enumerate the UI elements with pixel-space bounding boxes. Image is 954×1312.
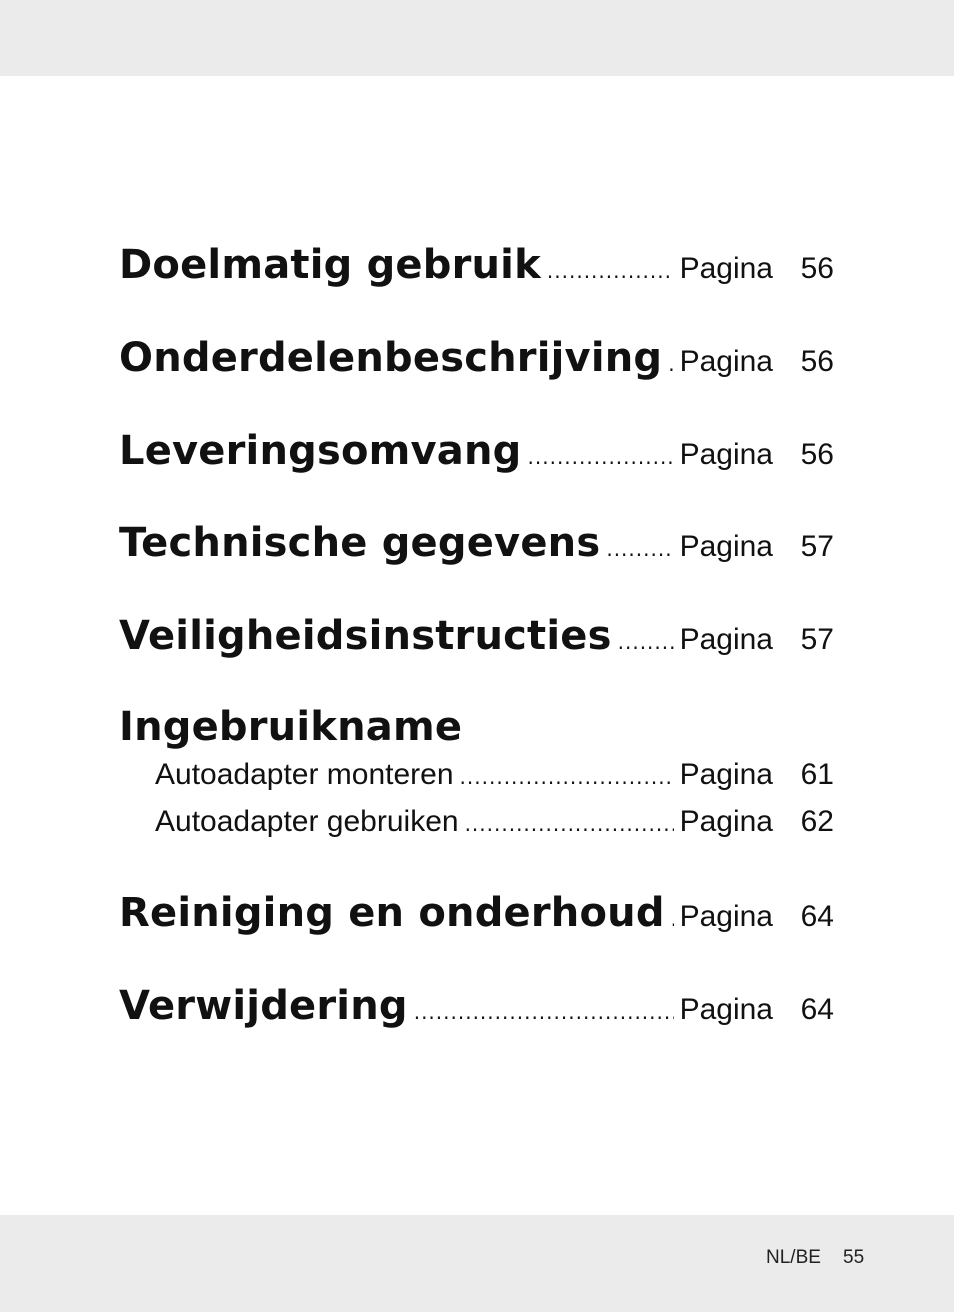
page-label: Pagina [679, 900, 773, 933]
page-number: 56 [800, 345, 834, 378]
page-label: Pagina [679, 758, 773, 791]
page-number: 57 [800, 623, 834, 656]
dot-leader [465, 812, 674, 836]
toc-entry-title: Reiniging en onderhoud [119, 890, 665, 936]
footer-page-number: 55 [843, 1247, 865, 1268]
page-number: 64 [800, 993, 834, 1026]
toc-subentry-autoadapter-gebruiken[interactable] [155, 805, 834, 839]
page-label: Pagina [679, 252, 773, 285]
dot-leader [671, 907, 674, 931]
page-number: 56 [800, 438, 834, 471]
top-band [0, 0, 954, 76]
dot-leader [668, 352, 673, 376]
dot-leader [606, 537, 673, 561]
toc-subentry-title: Autoadapter monteren [155, 758, 454, 791]
page-number: 57 [800, 530, 834, 563]
toc-entry-onderdelenbeschrijving[interactable] [119, 335, 834, 381]
page-number: 56 [800, 252, 834, 285]
page-number: 61 [800, 758, 834, 791]
toc-entry-title: Doelmatig gebruik [119, 242, 541, 288]
toc-entry-title: Veiligheidsinstructies [119, 613, 612, 659]
toc-section-ingebruikname[interactable]: Ingebruikname [119, 704, 463, 750]
toc-entry-title: Leveringsomvang [119, 428, 522, 474]
dot-leader [414, 1000, 674, 1024]
page-label: Pagina [679, 805, 773, 838]
toc-entry-doelmatig-gebruik[interactable] [119, 242, 834, 288]
dot-leader [528, 445, 674, 469]
page-number: 62 [800, 805, 834, 838]
page-label: Pagina [679, 993, 773, 1026]
toc-entry-reiniging-en-onderhoud[interactable] [119, 890, 834, 936]
page-label: Pagina [679, 438, 773, 471]
dot-leader [460, 765, 674, 789]
dot-leader [618, 630, 674, 654]
toc-entry-verwijdering[interactable] [119, 983, 834, 1029]
toc-entry-technische-gegevens[interactable] [119, 520, 834, 566]
toc-subentry-autoadapter-monteren[interactable] [155, 758, 834, 792]
page-label: Pagina [679, 345, 773, 378]
page-number: 64 [800, 900, 834, 933]
toc-entry-title: Onderdelenbeschrijving [119, 335, 663, 381]
dot-leader [547, 259, 674, 283]
toc-entry-veiligheidsinstructies[interactable] [119, 613, 834, 659]
page-label: Pagina [679, 530, 773, 563]
toc-entry-title: Technische gegevens [119, 520, 601, 566]
page-label: Pagina [679, 623, 773, 656]
toc-subentry-title: Autoadapter gebruiken [155, 805, 459, 838]
toc-entry-leveringsomvang[interactable] [119, 428, 834, 474]
footer-language-code: NL/BE [766, 1247, 821, 1268]
toc-entry-title: Verwijdering [119, 983, 408, 1029]
